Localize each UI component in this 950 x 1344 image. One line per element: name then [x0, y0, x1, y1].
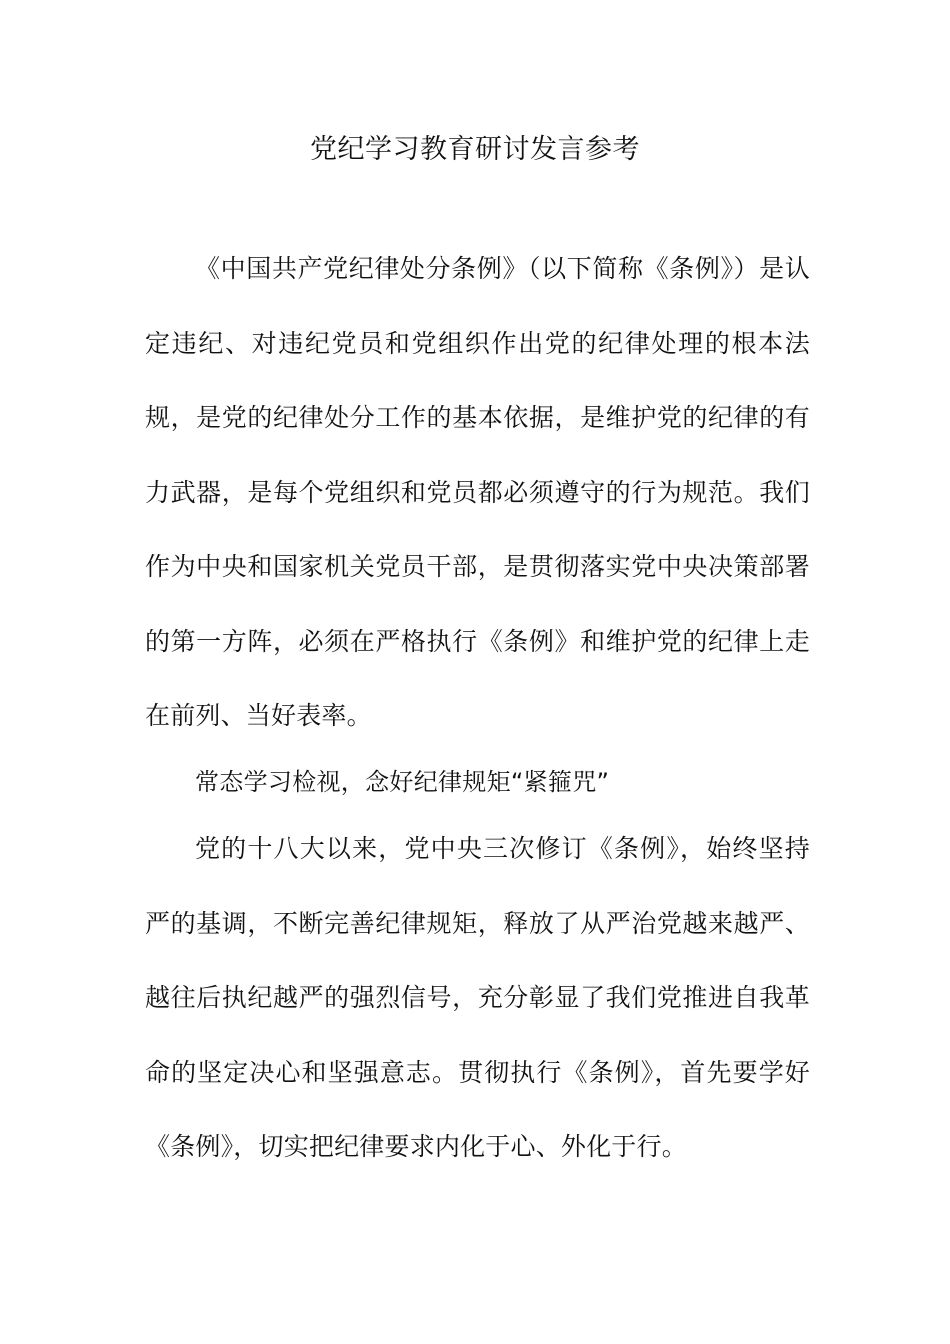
- paragraph-body: 党的十八大以来，党中央三次修订《条例》，始终坚持严的基调，不断完善纪律规矩，释放了从严治党越来越严、越往后执纪越严的强烈信号，充分彰显了我们党推进自我革命的坚定决心和坚强意志。贯彻执行《条例》，首先要学好《条例》，切实把纪律要求内化于心、外化于行。: [145, 834, 810, 1161]
- document-title: 党纪学习教育研讨发言参考: [310, 134, 640, 165]
- paragraph-intro: 《中国共产党纪律处分条例》（以下简称《条例》）是认定违纪、对违纪党员和党组织作出党的纪律处理的根本法规，是党的纪律处分工作的基本依据，是维护党的纪律的有力武器，是每个党组织和党员都必须遵守的行为规范。我们作为中央和国家机关党员干部，是贯彻落实党中央决策部署的第一方阵，必须在严格执行《条例》和维护党的纪律上走在前列、当好表率。: [145, 254, 810, 730]
- section-heading: 常态学习检视，念好纪律规矩“紧箍咒”: [195, 768, 610, 796]
